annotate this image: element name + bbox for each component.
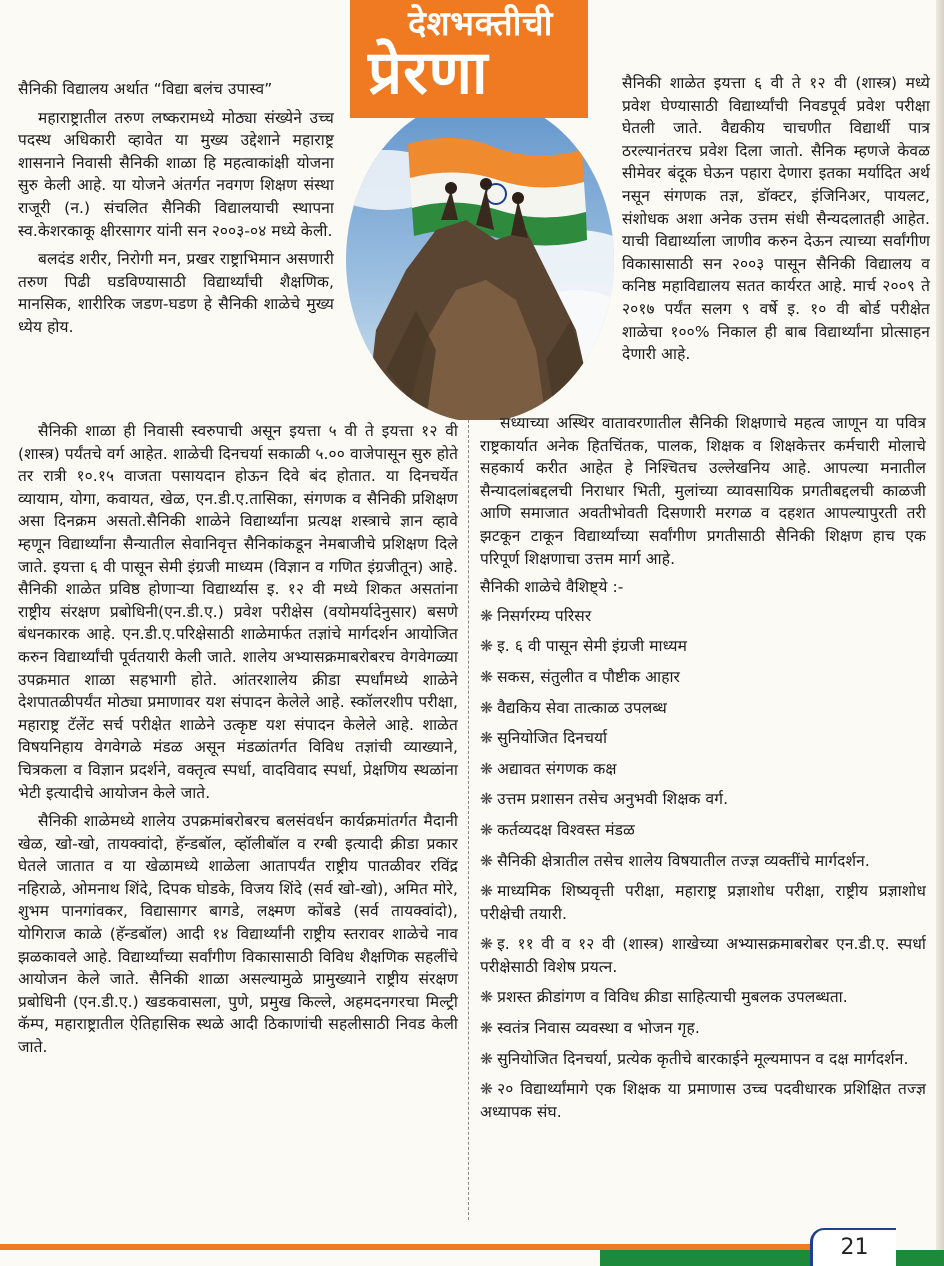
list-item-text: सैनिकी क्षेत्रातील तसेच शालेय विषयातील तज्ज्ञ व्यक्तींचे मार्गदर्शन. (497, 851, 870, 870)
list-item-text: वैद्यकिय सेवा तात्काळ उपलब्ध (497, 698, 667, 717)
paragraph: सध्याच्या अस्थिर वातावरणातील सैनिकी शिक्षणाचे महत्व जाणून या पवित्र राष्ट्रकार्यात अनेक हितचिंतक, पालक, शिक्षक व शिक्षकेत्तर कर्मचारी मोलाचे सहकार्य करीत आहेत हे निश्चितच उल्लेखनिय आहे. आपल्या मनातील सैन्यादलांबद्दलची निराधार भिती, मुलांच्या व्यावसायिक प्रगतीबद्दलची काळजी आणि समाजात अवतीभोवती दिसणारी मरगळ व दहशत आपल्यापुरती तरी झटकून टाकून विद्यार्थ्यांच्या सर्वांगीण प्रगतीसाठी सैनिकी शिक्षण हाच एक परिपूर्ण शिक्षणाचा उत्तम मार्ग आहे. (480, 414, 926, 568)
title-small: देशभक्तीची (408, 4, 553, 44)
bullet-icon: ❋ (480, 882, 494, 901)
bullet-icon: ❋ (480, 637, 494, 656)
intro-line: सैनिकी विद्यालय अर्थात “विद्या बलंच उपास्व” (18, 80, 273, 98)
list-item (480, 880, 926, 925)
list-item (480, 605, 926, 628)
list-item-text: प्रशस्त क्रीडांगण व विविध क्रीडा साहित्याची मुबलक उपलब्धता. (497, 988, 848, 1007)
list-item (480, 788, 926, 811)
bullet-icon: ❋ (480, 1080, 494, 1099)
list-item-text: उत्तम प्रशासन तसेच अनुभवी शिक्षक वर्ग. (497, 790, 729, 809)
paragraph: सैनिकी शाळा ही निवासी स्वरुपाची असून इयत्ता ५ वी ते इयत्ता १२ वी (शास्त्र) पर्यंतचे वर्ग आहेत. शाळेची दिनचर्या सकाळी ५.०० वाजेपासून सुरु होते तर रात्री १०.१५ वाजता पसायदान होऊन दिवे बंद होतात. या दिनचर्येत व्यायाम, योगा, कवायत, खेळ, एन.डी.ए.तासिका, संगणक व सैनिकी प्रशिक्षण असा दिनक्रम असतो.सैनिकी शाळेने विद्यार्थ्यांना प्रत्यक्ष शस्त्राचे ज्ञान व्हावे म्हणून विद्यार्थ्यांना सैन्यातील सेवानिवृत्त सैनिकांकडून नेमबाजीचे प्रशिक्षण दिले जाते. इयत्ता ६ वी पासून सेमी इंग्रजी माध्यम (विज्ञान व गणित इंग्रजीतून) आहे. सैनिकी शाळेत प्रविष्ठ होणाऱ्या विद्यार्थ्यास इ. १२ वी मध्ये शिकत असतांना राष्ट्रीय संरक्षण प्रबोधिनी(एन.डी.ए.) प्रवेश परीक्षेस (वयोमर्यादेनुसार) बसणे बंधनकारक आहे. एन.डी.ए.परिक्षेसाठी शाळेमार्फत तज्ञांचे मार्गदर्शन आयोजित करुन विद्यार्थ्यांची पूर्वतयारी केली जाते. शालेय अभ्यासक्रमाबरोबरच वेगवेगळ्या उपक्रमात शाळा सहभागी होते. आंतरशालेय क्रीडा स्पर्धांमध्ये शाळेने देशपातळीपर्यंत मोठ्या प्रमाणावर यश संपादन केलेले आहे. स्कॉलरशीप परीक्षा, महाराष्ट्र टॅलेंट सर्च परीक्षेत शाळेने उत्कृष्ट यश संपादन केलेले आहे. शाळेत विषयनिहाय वेगवेगळे मंडळ असून मंडळांतर्गत विविध तज्ञांची व्याख्याने, चित्रकला व विज्ञान प्रदर्शने, वक्तृत्व स्पर्धा, वादविवाद स्पर्धा, प्रेक्षणिय स्थळांना भेटी इत्यादीचे आयोजन केले जाते. (18, 422, 458, 802)
paragraph: सैनिकी शाळेमध्ये शालेय उपक्रमांबरोबरच बलसंवर्धन कार्यक्रमांतर्गत मैदानी खेळ, खो-खो, तायक्वांदो, हॅन्डबॉल, व्हॉलीबॉल व रग्बी इत्यादी क्रीडा प्रकार घेतले जातात व या खेळामध्ये शाळेला आतापर्यंत राष्ट्रीय पातळीवर रविंद्र नहिराळे, ओमनाथ शिंदे, दिपक घोडके, विजय शिंदे (सर्व खो-खो), अमित मोरे, शुभम पानगांवकर, विद्यासागर बागडे, लक्ष्मण कोंबडे (सर्व तायक्वांदो), योगिराज काळे (हॅन्डबॉल) आदी १४ विद्यार्थ्यांनी राष्ट्रीय स्तरावर शाळेचे नाव झळकावले आहे. विद्यार्थ्यांच्या सर्वांगीण विकासासाठी विविध शैक्षणिक सहलींचे आयोजन केले जाते. सैनिकी शाळा असल्यामुळे प्रामुख्याने राष्ट्रीय संरक्षण प्रबोधिनी (एन.डी.ए.) खडकवासला, पुणे, प्रमुख किल्ले, अहमदनगरचा मिल्ट्री कॅम्प, महाराष्ट्रातील ऐतिहासिक स्थळे आदी ठिकाणांची सहलीसाठी निवड केली जाते. (18, 812, 458, 1057)
bullet-icon: ❋ (480, 698, 494, 717)
bullet-icon: ❋ (480, 1049, 494, 1068)
list-item (480, 986, 926, 1009)
bullet-icon: ❋ (480, 1019, 494, 1038)
right-column-top (622, 72, 930, 372)
list-item-text: माध्यमिक शिष्यवृत्ती परीक्षा, महाराष्ट्र प्रज्ञाशोध परीक्षा, राष्ट्रीय प्रज्ञाशोध परीक्षेची तयारी. (480, 882, 926, 923)
list-item (480, 1048, 926, 1071)
list-item (480, 635, 926, 658)
features-list (480, 605, 926, 1124)
page-edge (936, 0, 944, 1266)
list-item (480, 697, 926, 720)
list-item-text: २० विद्यार्थ्यांमागे एक शिक्षक या प्रमाणास उच्च पदवीधारक प्रशिक्षित तज्ज्ञ अध्यापक संघ. (480, 1080, 926, 1121)
left-column-top (18, 78, 334, 345)
page-number: 21 (810, 1228, 896, 1266)
bullet-icon: ❋ (480, 790, 494, 809)
list-item (480, 758, 926, 781)
features-heading: सैनिकी शाळेचे वैशिष्ट्ये :- (480, 578, 624, 597)
bullet-icon: ❋ (480, 851, 494, 870)
list-item (480, 666, 926, 689)
bullet-icon: ❋ (480, 988, 494, 1007)
list-item-text: निसर्गरम्य परिसर (497, 606, 592, 625)
column-divider (468, 420, 469, 1220)
list-item (480, 1017, 926, 1040)
list-item (480, 819, 926, 842)
paragraph: महाराष्ट्रातील तरुण लष्करामध्ये मोठ्या संख्येने उच्च पदस्थ अधिकारी व्हावेत या मुख्य उद्देशाने महाराष्ट्र शासनाने निवासी सैनिकी शाळा हि महत्वाकांक्षी योजना सुरु केली आहे. या योजने अंतर्गत नवगण शिक्षण संस्था राजूरी (न.) संचलित सैनिकी विद्यालयाची स्थापना स्व.केशरकाकू क्षीरसागर यांनी सन २००३-०४ मध्ये केली. (18, 108, 334, 240)
title-main: प्रेरणा (368, 38, 489, 108)
flag-summit-photo (346, 70, 614, 420)
list-item-text: सकस, संतुलीत व पौष्टीक आहार (497, 667, 680, 686)
list-item (480, 933, 926, 978)
bullet-icon: ❋ (480, 820, 494, 839)
list-item-text: इ. ६ वी पासून सेमी इंग्रजी माध्यम (497, 637, 687, 656)
bullet-icon: ❋ (480, 667, 494, 686)
list-item-text: कर्तव्यदक्ष विश्वस्त मंडळ (497, 820, 635, 839)
list-item-text: सुनियोजित दिनचर्या (497, 729, 608, 748)
bullet-icon: ❋ (480, 606, 494, 625)
list-item-text: इ. ११ वी व १२ वी (शास्त्र) शाखेच्या अभ्यासक्रमाबरोबर एन.डी.ए. स्पर्धा परीक्षेसाठी विशेष प्रयत्न. (480, 935, 926, 976)
right-column (480, 412, 926, 1131)
paragraph: सैनिकी शाळेत इयत्ता ६ वी ते १२ वी (शास्त्र) मध्ये प्रवेश घेण्यासाठी विद्यार्थ्यांची निवडपूर्व प्रवेश परीक्षा घेतली जाते. वैद्यकीय चाचणीत विद्यार्थी पात्र ठरल्यानंतरच प्रवेश दिला जातो. सैनिक म्हणजे केवळ सीमेवर बंदूक घेऊन पहारा देणारा इतका मर्यादित अर्थ नसून संगणक तज्ञ, डॉक्टर, इंजिनिअर, पायलट, संशोधक अशा अनेक उत्तम संधी सैन्यदलातही आहेत. याची विद्यार्थ्याला जाणीव करुन देऊन त्याच्या सर्वांगीण विकासासाठी सन २००३ पासून सैनिकी विद्यालय व कनिष्ठ महाविद्यालय सतत कार्यरत आहे. मार्च २००९ ते २०१७ पर्यंत सलग ९ वर्षे इ. १० वी बोर्ड परीक्षेत शाळेचा १००% निकाल ही बाब विद्यार्थ्यांना प्रोत्साहन देणारी आहे. (622, 74, 930, 364)
bullet-icon: ❋ (480, 729, 494, 748)
list-item-text: स्वतंत्र निवास व्यवस्था व भोजन गृह. (497, 1019, 700, 1038)
bullet-icon: ❋ (480, 759, 494, 778)
list-item-text: अद्यावत संगणक कक्ष (497, 759, 617, 778)
left-column (18, 420, 458, 1065)
paragraph: बलदंड शरीर, निरोगी मन, प्रखर राष्ट्राभिमान असणारी तरुण पिढी घडविण्यासाठी विद्यार्थ्यांची शैक्षणिक, मानसिक, शारीरिक जडण-घडण हे सैनिकी शाळेचे मुख्य ध्येय होय. (18, 250, 334, 336)
list-item (480, 850, 926, 873)
list-item (480, 727, 926, 750)
bullet-icon: ❋ (480, 935, 494, 954)
list-item (480, 1078, 926, 1123)
list-item-text: सुनियोजित दिनचर्या, प्रत्येक कृतीचे बारकाईने मूल्यमापन व दक्ष मार्गदर्शन. (497, 1049, 909, 1068)
article-title-banner (350, 0, 588, 118)
